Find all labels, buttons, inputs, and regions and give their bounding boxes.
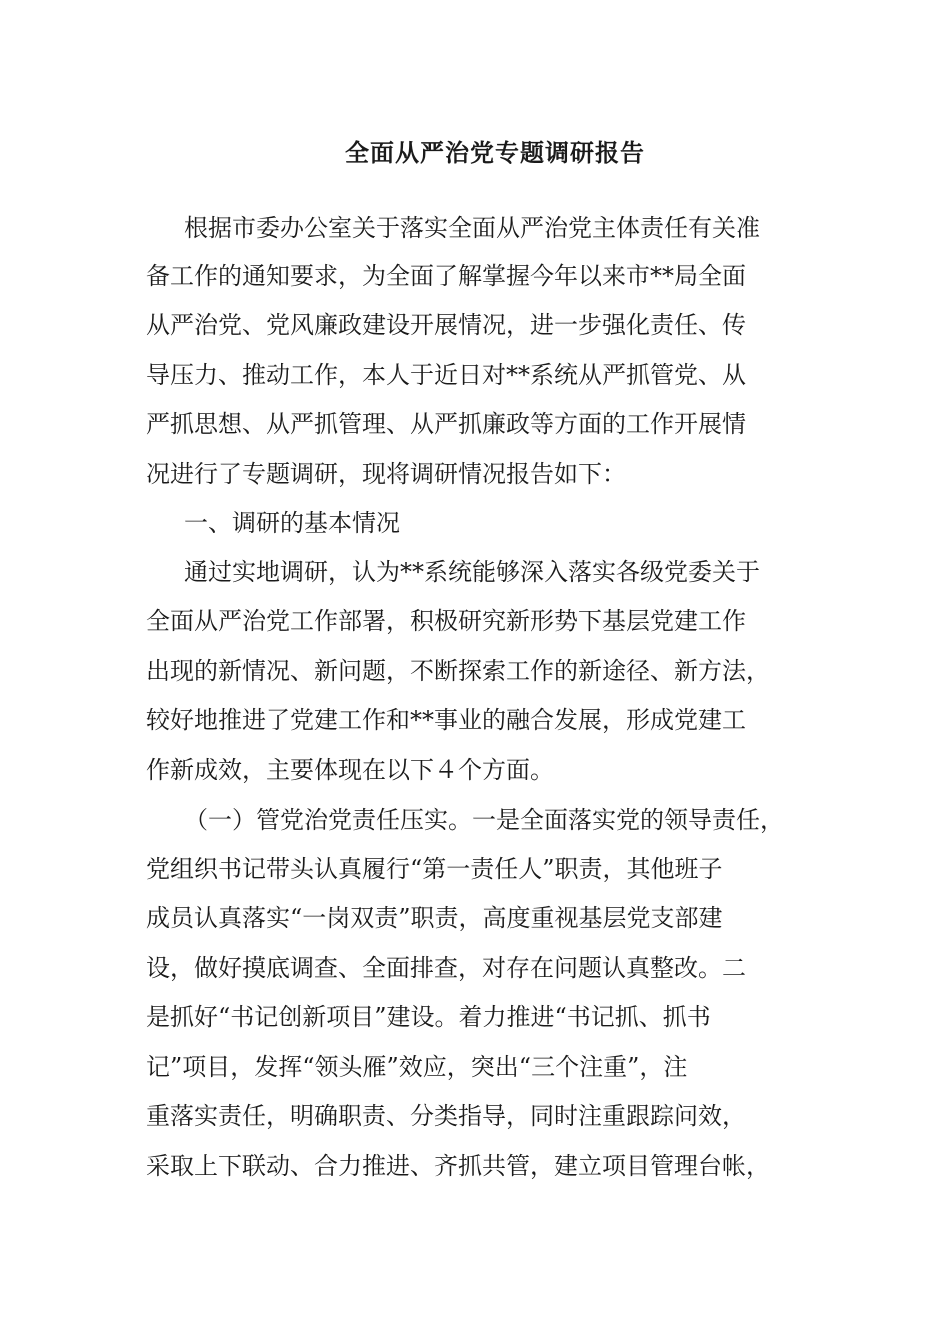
body-line: 较好地推进了党建工作和**事业的融合发展，形成党建工 — [146, 706, 746, 734]
body-line: 出现的新情况、新问题，不断探索工作的新途径、新方法， — [146, 657, 770, 685]
document-title: 全面从严治党专题调研报告 — [345, 138, 645, 167]
body-line: 根据市委办公室关于落实全面从严治党主体责任有关准 — [184, 214, 760, 242]
body-line: 严抓思想、从严抓管理、从严抓廉政等方面的工作开展情 — [146, 410, 746, 438]
body-line: 是抓好“书记创新项目”建设。着力推进“书记抓、抓书 — [146, 1003, 711, 1031]
body-line: 采取上下联动、合力推进、齐抓共管，建立项目管理台帐， — [146, 1152, 770, 1180]
subsection-line: （一）管党治党责任压实。一是全面落实党的领导责任， — [184, 806, 784, 834]
body-line: 重落实责任，明确职责、分类指导，同时注重跟踪问效， — [146, 1102, 746, 1130]
body-line: 导压力、推动工作，本人于近日对**系统从严抓管党、从 — [146, 361, 746, 389]
section-heading: 一、调研的基本情况 — [184, 509, 400, 537]
body-line: 备工作的通知要求，为全面了解掌握今年以来市**局全面 — [146, 262, 746, 290]
body-line: 况进行了专题调研，现将调研情况报告如下： — [146, 460, 626, 488]
body-line: 记”项目，发挥“领头雁”效应，突出“三个注重”，注 — [146, 1053, 688, 1081]
body-line: 成员认真落实“一岗双责”职责，高度重视基层党支部建 — [146, 904, 723, 932]
body-line: 作新成效，主要体现在以下４个方面。 — [146, 756, 554, 784]
body-line: 从严治党、党风廉政建设开展情况，进一步强化责任、传 — [146, 311, 746, 339]
body-line: 设，做好摸底调查、全面排查，对存在问题认真整改。二 — [146, 954, 746, 982]
body-line: 党组织书记带头认真履行“第一责任人”职责，其他班子 — [146, 855, 723, 883]
body-line: 通过实地调研，认为**系统能够深入落实各级党委关于 — [184, 558, 760, 586]
body-line: 全面从严治党工作部署，积极研究新形势下基层党建工作 — [146, 607, 746, 635]
